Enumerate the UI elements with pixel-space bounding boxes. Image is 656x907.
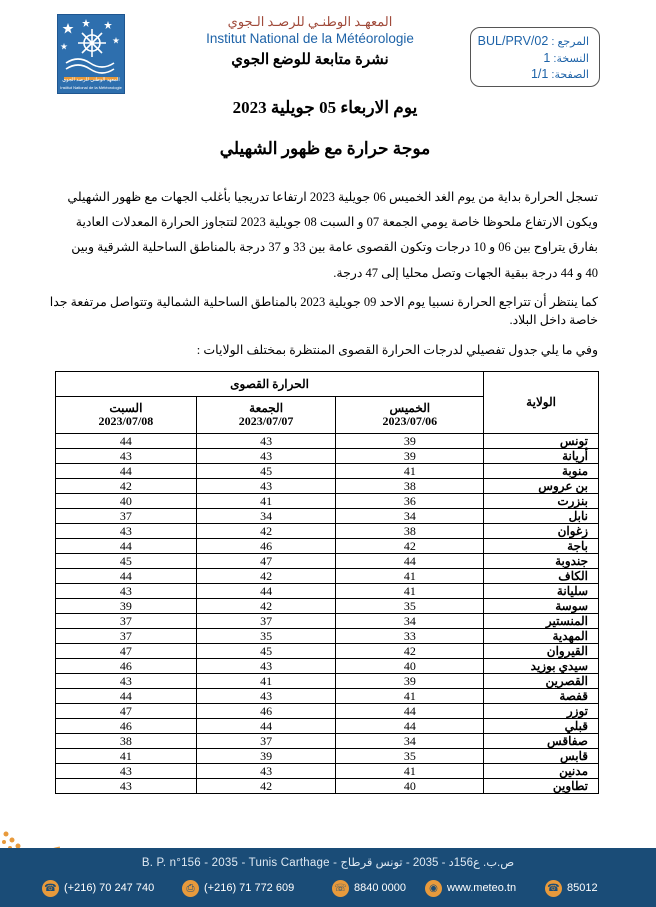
temp-fri: 46	[196, 539, 336, 554]
day-date: 2023/07/06	[382, 414, 438, 428]
temp-sat: 37	[56, 629, 197, 644]
temp-fri: 44	[196, 584, 336, 599]
temp-sat: 43	[56, 449, 197, 464]
footer	[0, 848, 656, 907]
temp-thu: 41	[336, 569, 484, 584]
version-label: النسخة:	[553, 53, 589, 65]
phone-1	[42, 878, 154, 898]
governorate-name: مدنين	[484, 764, 599, 779]
phone-icon: ☎	[42, 880, 59, 897]
reference-box	[470, 27, 600, 87]
temp-thu: 42	[336, 644, 484, 659]
paragraph-1-line-3: بفارق يتراوح بين 06 و 10 درجات وتكون القصوى عامة بين 33 و 37 درجة بالمناطق الساحلية الشرقية وبين	[71, 240, 598, 254]
governorate-name: أريانة	[484, 449, 599, 464]
governorate-name: سليانة	[484, 584, 599, 599]
table-row	[56, 779, 599, 794]
mobile-icon: ☏	[332, 880, 349, 897]
table-row	[56, 449, 599, 464]
phone-2-text: (+216) 71 772 609	[204, 882, 295, 894]
table-row	[56, 614, 599, 629]
bulletin-title: نشرة متابعة للوضع الجوي	[231, 52, 389, 68]
governorate-name: الكاف	[484, 569, 599, 584]
table-row	[56, 584, 599, 599]
phone-2	[182, 878, 294, 898]
temp-sat: 45	[56, 554, 197, 569]
temp-thu: 41	[336, 764, 484, 779]
temp-thu: 36	[336, 494, 484, 509]
page-label: الصفحة:	[551, 69, 589, 81]
temp-thu: 34	[336, 614, 484, 629]
table-row	[56, 599, 599, 614]
temp-thu: 42	[336, 539, 484, 554]
governorate-name: قابس	[484, 749, 599, 764]
temp-fri: 43	[196, 689, 336, 704]
temp-sat: 38	[56, 734, 197, 749]
table-row	[56, 764, 599, 779]
temp-sat: 43	[56, 584, 197, 599]
temp-sat: 44	[56, 434, 197, 449]
website-text[interactable]: www.meteo.tn	[447, 882, 517, 894]
max-temperature-table	[55, 371, 599, 794]
website[interactable]	[425, 878, 516, 898]
governorate-name: نابل	[484, 509, 599, 524]
table-row	[56, 569, 599, 584]
table-row	[56, 509, 599, 524]
temp-fri: 45	[196, 644, 336, 659]
temp-thu: 38	[336, 524, 484, 539]
temp-sat: 42	[56, 479, 197, 494]
governorate-name: قبلي	[484, 719, 599, 734]
temp-thu: 41	[336, 689, 484, 704]
table-row	[56, 554, 599, 569]
temp-fri: 39	[196, 749, 336, 764]
table-row	[56, 674, 599, 689]
temp-thu: 34	[336, 509, 484, 524]
day-date: 2023/07/07	[238, 414, 294, 428]
day-date: 2023/07/08	[98, 414, 154, 428]
paragraph-3: وفي ما يلي جدول تفصيلي لدرجات الحرارة القصوى المنتظرة بمختلف الولايات :	[196, 343, 598, 357]
paragraph-1-line-2: ويكون الارتفاع ملحوظا خاصة يومي الجمعة 07 و السبت 08 جويلية 2023 لتتجاوز الحرارة المعدلات العادية	[75, 215, 598, 229]
temp-thu: 39	[336, 434, 484, 449]
paragraph-1-line-4: 40 و 44 درجة ببقية الجهات وتصل محليا إلى 47 درجة.	[333, 266, 598, 280]
temp-fri: 42	[196, 599, 336, 614]
phone-icon: ☎	[545, 880, 562, 897]
bulletin-subject: موجة حرارة مع ظهور الشهيلي	[219, 139, 431, 158]
temp-sat: 44	[56, 569, 197, 584]
header-max-temperature: الحرارة القصوى	[56, 372, 484, 397]
day-name: الخميس	[389, 401, 431, 415]
table-row	[56, 644, 599, 659]
page-value: 1/1	[530, 67, 549, 81]
table-row	[56, 524, 599, 539]
temp-fri: 44	[196, 719, 336, 734]
governorate-name: تونس	[484, 434, 599, 449]
table-row	[56, 494, 599, 509]
phone-3-text: 8840 0000	[354, 882, 406, 894]
header-day-thu	[336, 397, 484, 434]
temp-thu: 39	[336, 449, 484, 464]
footer-address: B. P. n°156 - 2035 - Tunis Carthage - ص.ب. ع156د - 2035 - تونس قرطاج	[141, 857, 515, 869]
governorate-name: توزر	[484, 704, 599, 719]
temp-thu: 40	[336, 659, 484, 674]
temp-thu: 41	[336, 584, 484, 599]
temp-fri: 35	[196, 629, 336, 644]
institute-name-ar: المعهـد الوطنـي للرصـد الـجوي	[227, 14, 393, 29]
temp-fri: 47	[196, 554, 336, 569]
temp-thu: 44	[336, 704, 484, 719]
temp-fri: 43	[196, 479, 336, 494]
header-region: الولاية	[484, 372, 599, 434]
governorate-name: سيدي بوزيد	[484, 659, 599, 674]
temp-thu: 35	[336, 599, 484, 614]
globe-icon: ◉	[425, 880, 442, 897]
phone-1-text: (+216) 70 247 740	[64, 882, 155, 894]
governorate-name: بنزرت	[484, 494, 599, 509]
temp-fri: 43	[196, 434, 336, 449]
logo-caption-ar: المعهد الوطني للرصد الجوي	[62, 78, 120, 83]
temp-fri: 43	[196, 659, 336, 674]
institute-name-fr: Institut National de la Météorologie	[206, 31, 414, 46]
table-row	[56, 689, 599, 704]
temp-sat: 40	[56, 494, 197, 509]
governorate-name: بن عروس	[484, 479, 599, 494]
temp-thu: 39	[336, 674, 484, 689]
paragraph-2-line-1: كما ينتظر أن تتراجع الحرارة نسبيا يوم الاحد 09 جويلية 2023 بالمناطق الساحلية الشمالية وتتواصل مرتفعة جدا	[49, 295, 598, 309]
fax-icon: ⎙	[182, 880, 199, 897]
table-row	[56, 719, 599, 734]
temp-fri: 41	[196, 674, 336, 689]
table-row	[56, 659, 599, 674]
temp-fri: 43	[196, 449, 336, 464]
governorate-name: سوسة	[484, 599, 599, 614]
temp-sat: 47	[56, 704, 197, 719]
table-row	[56, 749, 599, 764]
temp-fri: 42	[196, 779, 336, 794]
temp-thu: 41	[336, 464, 484, 479]
governorate-name: باجة	[484, 539, 599, 554]
governorate-name: قفصة	[484, 689, 599, 704]
temp-thu: 44	[336, 719, 484, 734]
temp-fri: 43	[196, 764, 336, 779]
governorate-name: منوبة	[484, 464, 599, 479]
bulletin-date: يوم الاربعاء 05 جويلية 2023	[232, 98, 418, 117]
temp-sat: 47	[56, 644, 197, 659]
governorate-name: تطاوين	[484, 779, 599, 794]
temp-sat: 41	[56, 749, 197, 764]
temp-thu: 33	[336, 629, 484, 644]
governorate-name: المنستير	[484, 614, 599, 629]
temp-thu: 44	[336, 554, 484, 569]
governorate-name: زغوان	[484, 524, 599, 539]
table-row	[56, 629, 599, 644]
temp-sat: 37	[56, 614, 197, 629]
short-number	[545, 878, 598, 898]
temp-sat: 39	[56, 599, 197, 614]
temp-sat: 44	[56, 539, 197, 554]
paragraph-1-line-1: تسجل الحرارة بداية من يوم الغد الخميس 06 جويلية 2023 ارتفاعا تدريجيا بأغلب الجهات مع ظهور الشهيلي	[67, 190, 598, 204]
header-day-fri	[196, 397, 336, 434]
table-row	[56, 734, 599, 749]
temp-sat: 46	[56, 659, 197, 674]
version-value: 1	[543, 51, 551, 65]
temp-thu: 34	[336, 734, 484, 749]
temp-fri: 37	[196, 614, 336, 629]
temp-sat: 43	[56, 779, 197, 794]
temp-fri: 46	[196, 704, 336, 719]
temp-thu: 35	[336, 749, 484, 764]
temp-fri: 42	[196, 524, 336, 539]
governorate-name: جندوبة	[484, 554, 599, 569]
table-row	[56, 479, 599, 494]
governorate-name: صفاقس	[484, 734, 599, 749]
day-name: الجمعة	[249, 401, 284, 415]
temp-sat: 46	[56, 719, 197, 734]
temp-sat: 37	[56, 509, 197, 524]
temp-sat: 43	[56, 764, 197, 779]
temp-sat: 43	[56, 674, 197, 689]
table-row	[56, 704, 599, 719]
temp-sat: 44	[56, 689, 197, 704]
short-number-text: 85012	[567, 882, 598, 894]
phone-3	[332, 878, 406, 898]
temp-thu: 38	[336, 479, 484, 494]
paragraph-2-line-2: خاصة داخل البلاد.	[509, 313, 598, 327]
temp-fri: 41	[196, 494, 336, 509]
ref-value: BUL/PRV/02	[477, 34, 549, 48]
inm-logo	[57, 14, 125, 94]
governorate-name: المهدية	[484, 629, 599, 644]
ref-label: المرجع :	[551, 36, 589, 48]
temp-fri: 37	[196, 734, 336, 749]
temp-sat: 43	[56, 524, 197, 539]
header-day-sat	[56, 397, 197, 434]
logo-caption-fr: Institut National de la Météorologie	[60, 85, 122, 90]
temp-sat: 44	[56, 464, 197, 479]
temp-fri: 42	[196, 569, 336, 584]
table-row	[56, 464, 599, 479]
temp-fri: 45	[196, 464, 336, 479]
table-row	[56, 434, 599, 449]
governorate-name: القصرين	[484, 674, 599, 689]
day-name: السبت	[109, 401, 143, 415]
governorate-name: القيروان	[484, 644, 599, 659]
temp-thu: 40	[336, 779, 484, 794]
table-row	[56, 539, 599, 554]
temp-fri: 34	[196, 509, 336, 524]
